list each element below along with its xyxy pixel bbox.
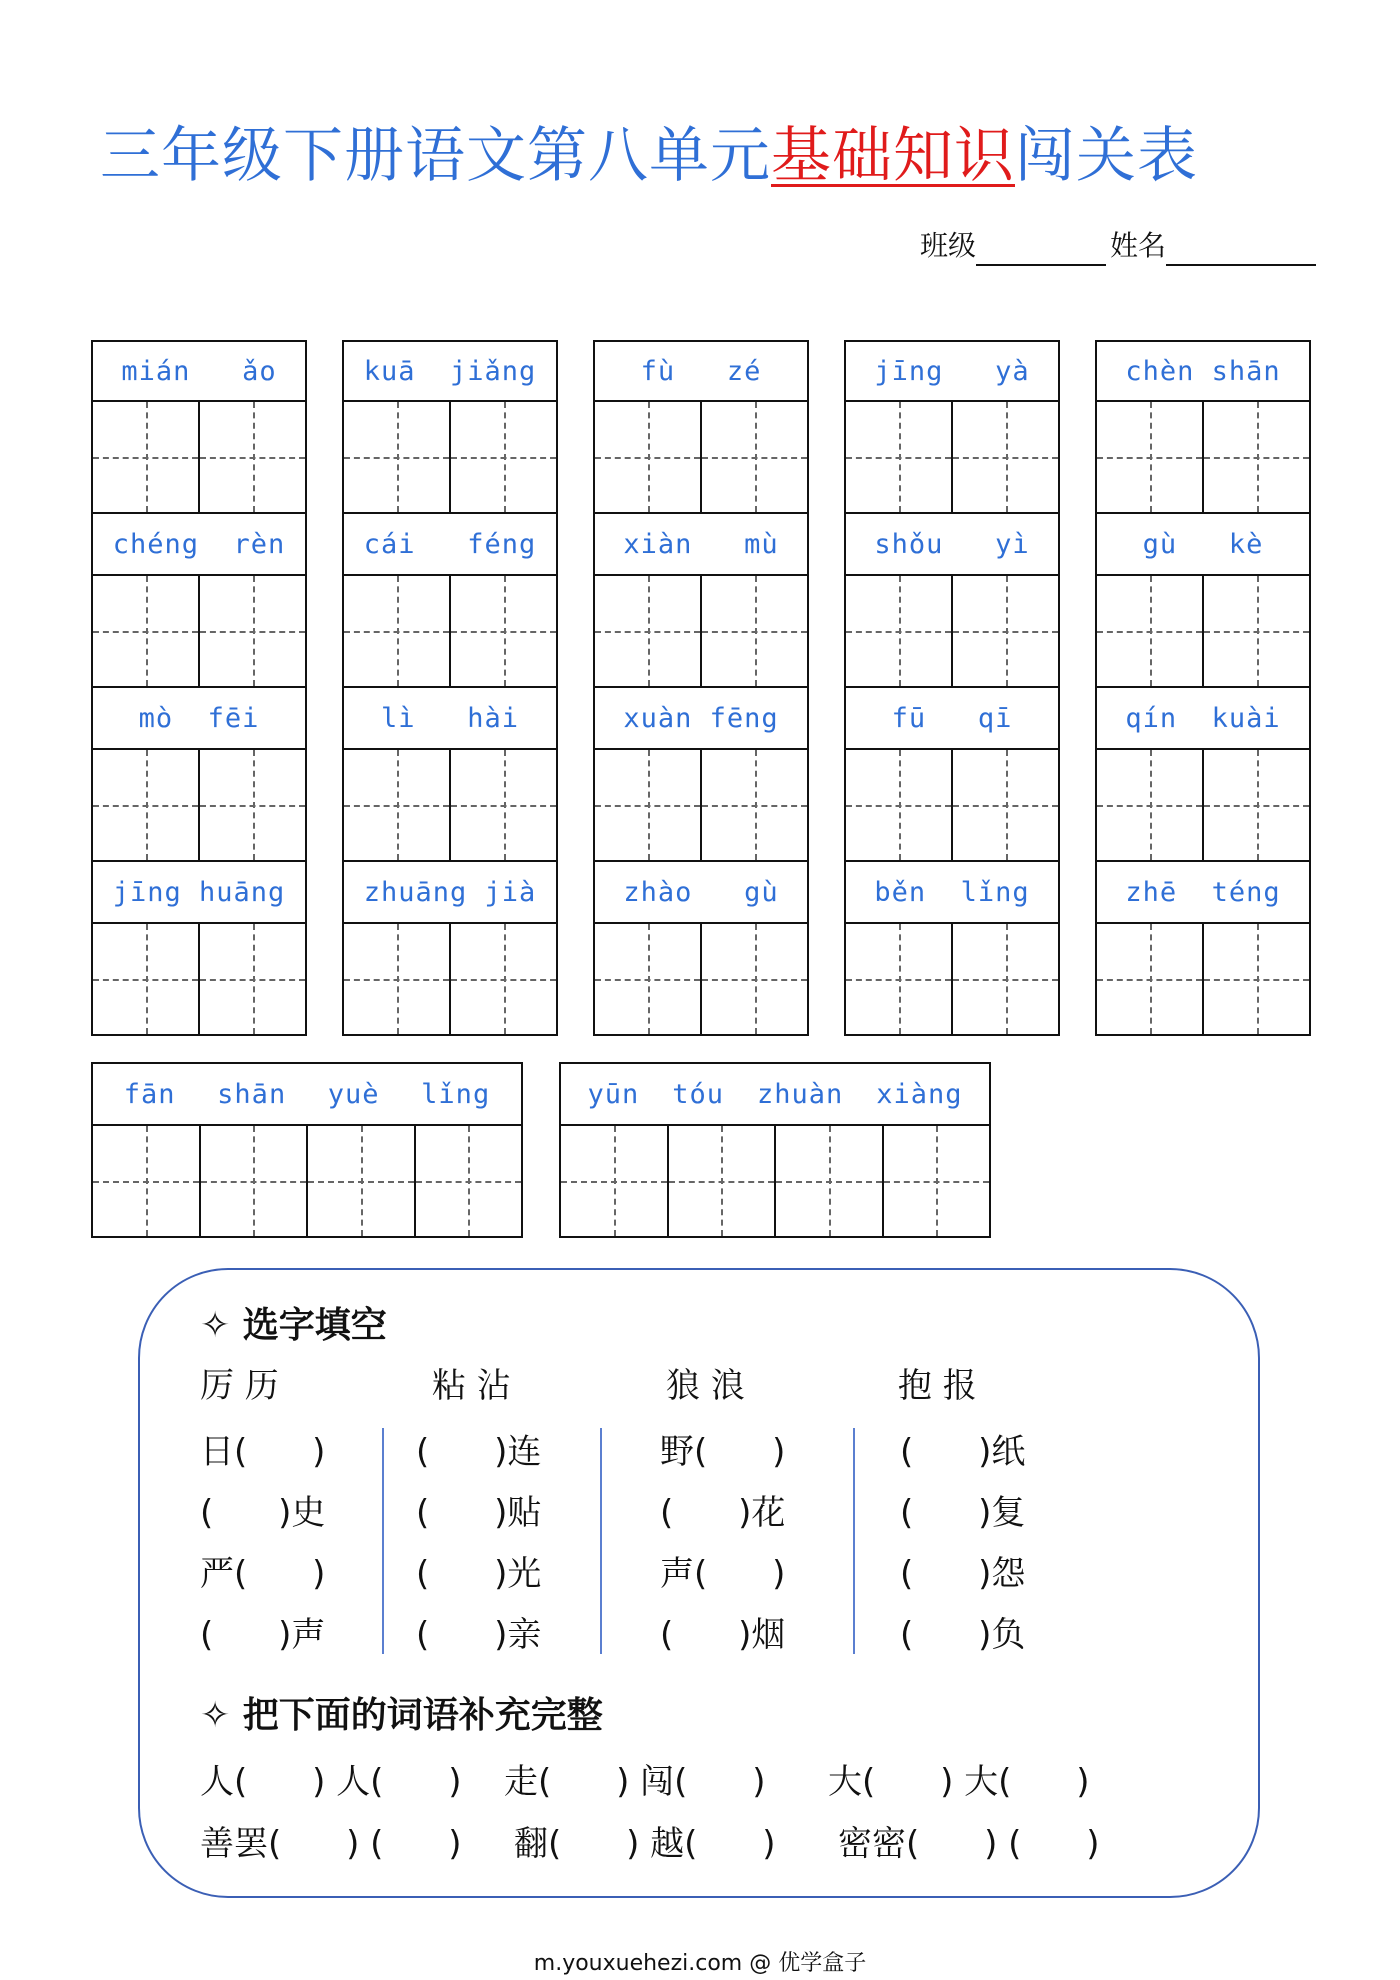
pinyin-syllable: xiàng — [876, 1078, 963, 1110]
writing-boxes — [844, 400, 1060, 514]
fill-blank-item[interactable]: ( )史 — [200, 1493, 326, 1533]
pinyin-label: fù zé — [593, 340, 809, 400]
word-cell — [593, 340, 809, 514]
fill-blank-item[interactable]: ( )烟 — [660, 1615, 786, 1655]
word-cell — [342, 688, 558, 862]
writing-box[interactable] — [846, 924, 953, 1034]
pinyin-label: chéng rèn — [91, 514, 307, 574]
word-cell — [1095, 688, 1311, 862]
idiom-cell — [559, 1062, 991, 1238]
word-item[interactable]: 善罢( ) ( ) — [200, 1824, 462, 1864]
writing-box[interactable] — [451, 576, 556, 686]
writing-boxes — [844, 748, 1060, 862]
pinyin-syllable: shān — [217, 1078, 287, 1110]
section-title-choose: ✧ 选字填空 — [200, 1305, 387, 1346]
writing-boxes — [342, 574, 558, 688]
writing-box[interactable] — [669, 1126, 777, 1236]
page-title: 三年级下册语文第八单元基础知识闯关表 — [100, 121, 1198, 191]
writing-box[interactable] — [93, 1126, 201, 1236]
pinyin-label: cái féng — [342, 514, 558, 574]
writing-box[interactable] — [953, 576, 1058, 686]
fill-blank-item[interactable]: ( )光 — [416, 1554, 542, 1594]
writing-box[interactable] — [93, 750, 200, 860]
pinyin-syllable: fān — [123, 1078, 176, 1110]
pinyin-label: kuā jiǎng — [342, 340, 558, 400]
writing-box[interactable] — [451, 402, 556, 512]
char-pair-3: 狼 浪 — [666, 1366, 745, 1406]
writing-box[interactable] — [1204, 576, 1309, 686]
writing-boxes — [844, 574, 1060, 688]
pinyin-syllable: tóu — [672, 1078, 725, 1110]
fill-blank-item[interactable]: 野( ) — [660, 1432, 786, 1472]
writing-boxes — [91, 922, 307, 1036]
pinyin-row — [91, 340, 1311, 514]
writing-box[interactable] — [1204, 924, 1309, 1034]
word-cell — [1095, 514, 1311, 688]
word-cell — [844, 340, 1060, 514]
writing-box[interactable] — [344, 402, 451, 512]
pinyin-label: xuàn fēng — [593, 688, 809, 748]
pinyin-label: jīng huāng — [91, 862, 307, 922]
writing-boxes — [1095, 748, 1311, 862]
class-blank[interactable] — [976, 234, 1106, 266]
word-cell — [342, 862, 558, 1036]
writing-box[interactable] — [344, 576, 451, 686]
writing-box[interactable] — [702, 402, 807, 512]
writing-boxes — [91, 748, 307, 862]
pinyin-label: běn lǐng — [844, 862, 1060, 922]
writing-boxes — [91, 1124, 523, 1238]
pinyin-label: chèn shān — [1095, 340, 1311, 400]
writing-box[interactable] — [846, 750, 953, 860]
pinyin-row — [91, 862, 1311, 1036]
pinyin-syllable: yuè — [327, 1078, 380, 1110]
fill-blank-item[interactable]: ( )怨 — [900, 1554, 1026, 1594]
pinyin-label: zhē téng — [1095, 862, 1311, 922]
fill-blank-item[interactable]: ( )连 — [416, 1432, 542, 1472]
pinyin-label: mián ǎo — [91, 340, 307, 400]
fill-blank-item[interactable]: ( )复 — [900, 1493, 1026, 1533]
fill-blank-item[interactable]: ( )纸 — [900, 1432, 1026, 1472]
writing-box[interactable] — [93, 576, 200, 686]
pinyin-label — [559, 1062, 991, 1124]
writing-boxes — [844, 922, 1060, 1036]
char-pair-4: 抱 报 — [898, 1366, 977, 1406]
word-cell — [844, 862, 1060, 1036]
word-item[interactable]: 大( ) 大( ) — [828, 1762, 1090, 1802]
pinyin-label: gù kè — [1095, 514, 1311, 574]
word-cell — [342, 514, 558, 688]
writing-box[interactable] — [595, 750, 702, 860]
writing-box[interactable] — [846, 402, 953, 512]
fill-blank-item[interactable]: ( )亲 — [416, 1615, 542, 1655]
word-cell — [91, 862, 307, 1036]
word-item[interactable]: 密密( ) ( ) — [838, 1824, 1100, 1864]
word-item[interactable]: 人( ) 人( ) — [200, 1762, 462, 1802]
word-cell — [1095, 340, 1311, 514]
class-label: 班级 — [920, 229, 977, 262]
fill-blank-item[interactable]: ( )声 — [200, 1615, 326, 1655]
writing-boxes — [1095, 574, 1311, 688]
footer-watermark: m.youxuehezi.com @ 优学盒子 — [533, 1951, 867, 1976]
writing-boxes — [593, 922, 809, 1036]
pinyin-label: jīng yà — [844, 340, 1060, 400]
word-cell — [91, 340, 307, 514]
pinyin-label: mò fēi — [91, 688, 307, 748]
word-item[interactable]: 走( ) 闯( ) — [504, 1762, 766, 1802]
writing-box[interactable] — [93, 402, 200, 512]
writing-box[interactable] — [344, 750, 451, 860]
pinyin-label: xiàn mù — [593, 514, 809, 574]
fill-blank-item[interactable]: ( )花 — [660, 1493, 786, 1533]
word-cell — [1095, 862, 1311, 1036]
pinyin-row — [91, 514, 1311, 688]
writing-box[interactable] — [595, 402, 702, 512]
writing-boxes — [593, 574, 809, 688]
writing-boxes — [91, 574, 307, 688]
writing-boxes — [1095, 400, 1311, 514]
writing-box[interactable] — [884, 1126, 990, 1236]
writing-box[interactable] — [451, 924, 556, 1034]
writing-box[interactable] — [953, 750, 1058, 860]
writing-box[interactable] — [561, 1126, 669, 1236]
writing-box[interactable] — [416, 1126, 522, 1236]
word-cell — [844, 514, 1060, 688]
writing-box[interactable] — [1097, 750, 1204, 860]
char-pair-1: 厉 历 — [200, 1366, 279, 1406]
writing-box[interactable] — [200, 402, 305, 512]
pinyin-label: shǒu yì — [844, 514, 1060, 574]
writing-box[interactable] — [776, 1126, 884, 1236]
pinyin-grid-long — [91, 1062, 991, 1238]
pinyin-syllable: yūn — [587, 1078, 640, 1110]
pinyin-label: qín kuài — [1095, 688, 1311, 748]
pinyin-syllable: lǐng — [421, 1078, 491, 1110]
writing-boxes — [593, 748, 809, 862]
writing-box[interactable] — [1097, 402, 1204, 512]
writing-boxes — [593, 400, 809, 514]
writing-box[interactable] — [1097, 576, 1204, 686]
writing-box[interactable] — [1097, 924, 1204, 1034]
writing-box[interactable] — [1204, 750, 1309, 860]
pinyin-label: lì hài — [342, 688, 558, 748]
fill-blank-item[interactable]: 日( ) — [200, 1432, 326, 1472]
word-cell — [593, 862, 809, 1036]
title-highlight: 基础知识 — [771, 121, 1015, 191]
fill-blank-item[interactable]: ( )贴 — [416, 1493, 542, 1533]
pinyin-label: fū qī — [844, 688, 1060, 748]
pinyin-label: zhào gù — [593, 862, 809, 922]
writing-box[interactable] — [595, 576, 702, 686]
writing-box[interactable] — [451, 750, 556, 860]
writing-boxes — [342, 922, 558, 1036]
writing-box[interactable] — [702, 750, 807, 860]
name-blank[interactable] — [1166, 234, 1316, 266]
writing-box[interactable] — [702, 576, 807, 686]
writing-box[interactable] — [702, 924, 807, 1034]
section-title-complete: ✧ 把下面的词语补充完整 — [200, 1695, 603, 1736]
column-divider — [853, 1428, 855, 1654]
idiom-cell — [91, 1062, 523, 1238]
word-cell — [593, 514, 809, 688]
column-divider — [600, 1428, 602, 1654]
fill-blank-item[interactable]: 严( ) — [200, 1554, 326, 1594]
writing-box[interactable] — [344, 924, 451, 1034]
writing-box[interactable] — [200, 750, 305, 860]
writing-box[interactable] — [200, 576, 305, 686]
column-divider — [382, 1428, 384, 1654]
pinyin-grid — [91, 340, 1311, 1036]
fill-blank-item[interactable]: 声( ) — [660, 1554, 786, 1594]
class-name-line — [920, 226, 1320, 266]
writing-boxes — [91, 400, 307, 514]
writing-box[interactable] — [201, 1126, 309, 1236]
word-cell — [342, 340, 558, 514]
writing-box[interactable] — [846, 576, 953, 686]
word-cell — [91, 688, 307, 862]
pinyin-label: zhuāng jià — [342, 862, 558, 922]
pinyin-row — [91, 688, 1311, 862]
writing-box[interactable] — [953, 402, 1058, 512]
writing-boxes — [559, 1124, 991, 1238]
writing-box[interactable] — [200, 924, 305, 1034]
name-label: 姓名 — [1110, 229, 1167, 262]
word-cell — [593, 688, 809, 862]
writing-box[interactable] — [93, 924, 200, 1034]
pinyin-label — [91, 1062, 523, 1124]
writing-boxes — [342, 748, 558, 862]
writing-boxes — [1095, 922, 1311, 1036]
writing-box[interactable] — [953, 924, 1058, 1034]
char-pair-2: 粘 沾 — [432, 1366, 511, 1406]
word-cell — [844, 688, 1060, 862]
word-item[interactable]: 翻( ) 越( ) — [514, 1824, 776, 1864]
writing-box[interactable] — [308, 1126, 416, 1236]
writing-box[interactable] — [595, 924, 702, 1034]
pinyin-syllable: zhuàn — [756, 1078, 844, 1110]
writing-box[interactable] — [1204, 402, 1309, 512]
word-cell — [91, 514, 307, 688]
fill-blank-item[interactable]: ( )负 — [900, 1615, 1026, 1655]
writing-boxes — [342, 400, 558, 514]
